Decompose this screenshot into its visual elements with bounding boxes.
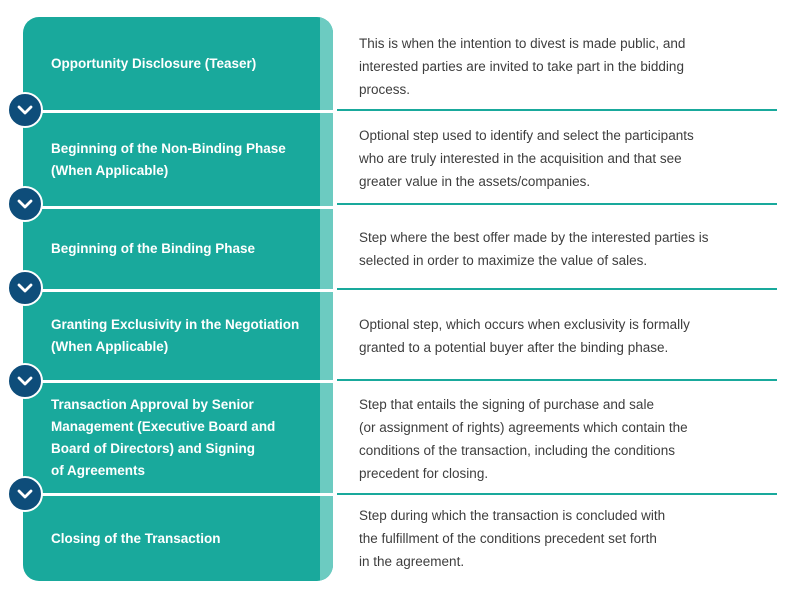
row-divider [337,379,777,381]
steps-panel [23,17,333,581]
step-1-description: This is when the intention to divest is made public, and interested parties are invited to take part in the bidding process. [359,36,686,97]
step-6-title: Closing of the Transaction [51,530,221,546]
step-2-title: Beginning of the Non-Binding Phase (When Applicable) [51,140,286,178]
chevron-down-icon [7,270,43,306]
step-4-title: Granting Exclusivity in the Negotiation (When Applicable) [51,317,300,354]
row-divider [337,109,777,111]
chevron-down-icon [7,186,43,222]
chevron-down-icon [7,363,43,399]
step-2-description: Optional step used to identify and select the participants who are truly interested in the acquisition and that see greater value in the assets/companies. [359,128,694,189]
step-3-description: Step where the best offer made by the interested parties is selected in order to maximize the value of sales. [359,230,709,268]
step-1-title: Opportunity Disclosure (Teaser) [51,55,257,71]
chevron-down-icon [7,92,43,128]
step-1-box [23,17,320,110]
step-4-description: Optional step, which occurs when exclusivity is formally granted to a potential buyer after the binding phase. [359,317,690,355]
step-6-box [23,496,320,581]
row-divider [337,203,777,205]
step-3-box [23,209,320,289]
step-3-title: Beginning of the Binding Phase [51,241,255,256]
step-6-description: Step during which the transaction is concluded with the fulfillment of the conditions precedent set forth in the agreement. [359,508,666,569]
step-5-box [23,383,320,493]
step-5-title: Transaction Approval by Senior Management (Executive Board and Board of Directors) and Signing of Agreements [51,397,276,478]
panel-accent-strip [320,17,333,581]
row-divider [337,493,777,495]
step-5-description: Step that entails the signing of purchase and sale (or assignment of rights) agreements which contain the conditions of the transaction, including the conditions precedent for closing. [359,397,688,481]
step-2-box [23,113,320,206]
step-4-box [23,292,320,380]
chevron-down-icon [7,476,43,512]
row-divider [337,288,777,290]
